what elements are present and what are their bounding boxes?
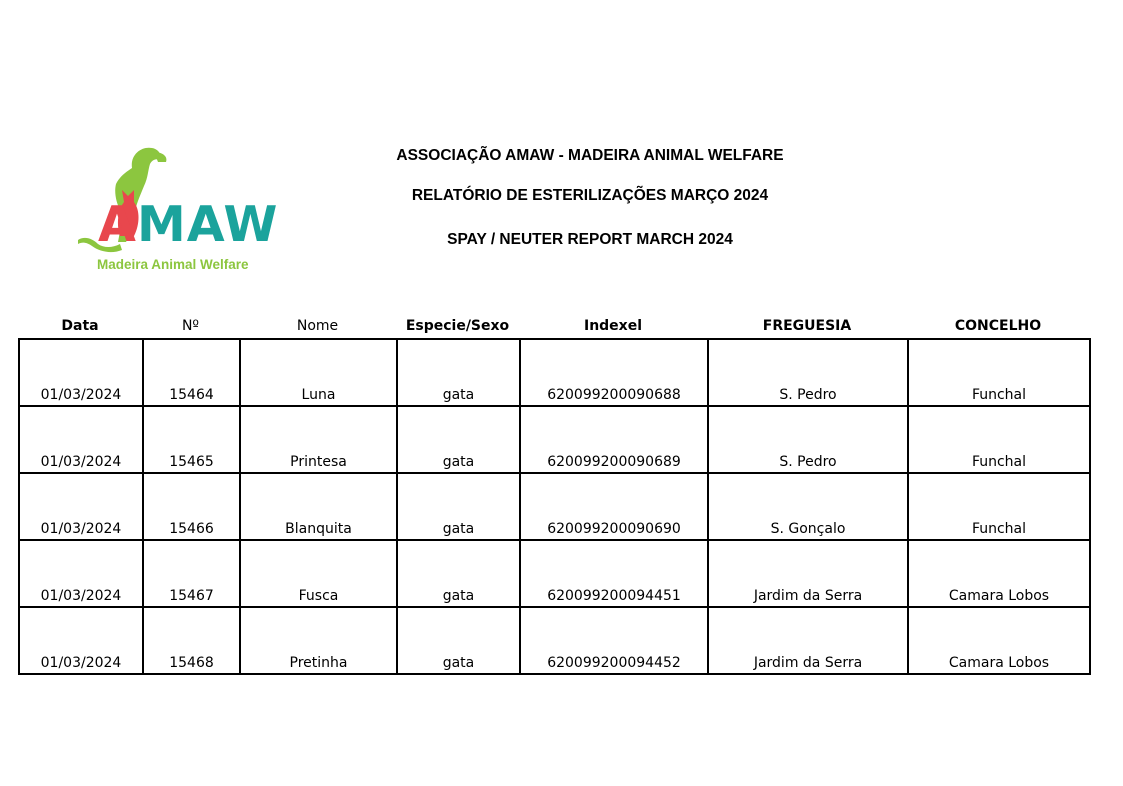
cell-concelho: Camara Lobos — [908, 607, 1090, 674]
cell-concelho: Funchal — [908, 473, 1090, 540]
cell-especie-sexo: gata — [397, 339, 520, 406]
cell-freguesia: S. Gonçalo — [708, 473, 908, 540]
report-subtitle-en: SPAY / NEUTER REPORT MARCH 2024 — [447, 231, 733, 248]
table-row — [19, 339, 1090, 406]
cell-numero: 15467 — [143, 540, 240, 607]
table-row — [19, 473, 1090, 540]
report-subtitle-pt: RELATÓRIO DE ESTERILIZAÇÕES MARÇO 2024 — [411, 187, 769, 204]
cell-especie-sexo: gata — [397, 607, 520, 674]
cell-nome: Pretinha — [240, 607, 397, 674]
cell-freguesia: S. Pedro — [708, 339, 908, 406]
cell-especie-sexo: gata — [397, 473, 520, 540]
cell-freguesia: Jardim da Serra — [708, 540, 908, 607]
table-row — [19, 540, 1090, 607]
cell-concelho: Camara Lobos — [908, 540, 1090, 607]
cell-numero: 15468 — [143, 607, 240, 674]
logo-wordmark — [98, 196, 279, 253]
cell-nome: Printesa — [240, 406, 397, 473]
cell-nome: Fusca — [240, 540, 397, 607]
column-header-concelho: CONCELHO — [954, 318, 1042, 334]
cell-data: 01/03/2024 — [19, 540, 143, 607]
cell-indexel: 620099200094452 — [520, 607, 708, 674]
column-header-data: Data — [61, 318, 99, 334]
logo-tagline: Madeira Animal Welfare — [97, 257, 249, 272]
cell-freguesia: Jardim da Serra — [708, 607, 908, 674]
cell-data: 01/03/2024 — [19, 406, 143, 473]
cell-indexel: 620099200094451 — [520, 540, 708, 607]
cell-especie-sexo: gata — [397, 540, 520, 607]
column-header-indexel: Indexel — [583, 318, 643, 334]
column-header-freguesia: FREGUESIA — [762, 318, 852, 334]
cell-concelho: Funchal — [908, 406, 1090, 473]
table-row — [19, 607, 1090, 674]
cell-indexel: 620099200090689 — [520, 406, 708, 473]
sterilization-table — [18, 338, 1091, 675]
cell-nome: Luna — [240, 339, 397, 406]
column-header-numero: Nº — [181, 318, 200, 334]
logo-letter-a: A — [98, 196, 137, 253]
cell-numero: 15464 — [143, 339, 240, 406]
cell-freguesia: S. Pedro — [708, 406, 908, 473]
report-title: ASSOCIAÇÃO AMAW - MADEIRA ANIMAL WELFARE — [396, 147, 784, 164]
cell-data: 01/03/2024 — [19, 339, 143, 406]
column-header-especie-sexo: Especie/Sexo — [405, 318, 510, 334]
table-row — [19, 406, 1090, 473]
logo-letters-maw: MAW — [136, 196, 279, 253]
cell-indexel: 620099200090688 — [520, 339, 708, 406]
cell-data: 01/03/2024 — [19, 607, 143, 674]
cell-data: 01/03/2024 — [19, 473, 143, 540]
cell-especie-sexo: gata — [397, 406, 520, 473]
cell-indexel: 620099200090690 — [520, 473, 708, 540]
column-header-nome: Nome — [296, 318, 339, 334]
cell-concelho: Funchal — [908, 339, 1090, 406]
cell-numero: 15465 — [143, 406, 240, 473]
cell-nome: Blanquita — [240, 473, 397, 540]
cell-numero: 15466 — [143, 473, 240, 540]
